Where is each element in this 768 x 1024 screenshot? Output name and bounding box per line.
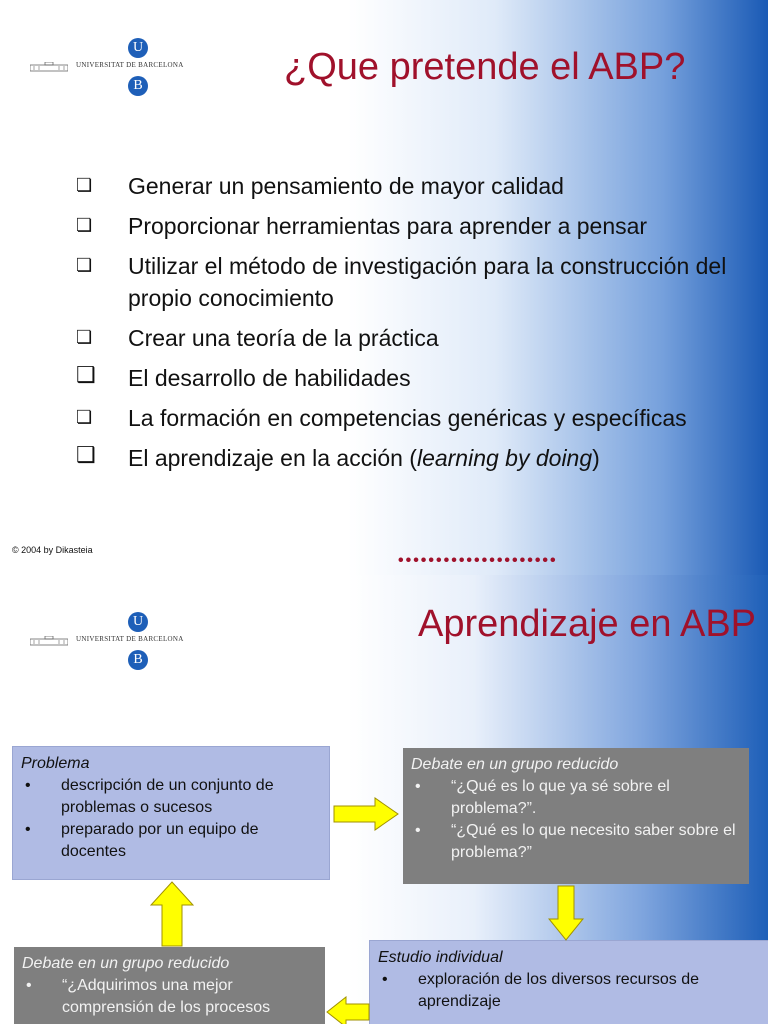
list-item: • “¿Adquirimos una mejor comprensión de los procesos [22,975,317,1019]
university-logo [30,612,210,672]
building-icon [30,636,68,646]
box-title: Debate en un grupo reducido [22,955,230,972]
list-item: ❏ Crear una teoría de la práctica [76,325,439,351]
debate-box-2 [14,947,325,1024]
university-logo [30,38,210,98]
objectives-list [76,170,756,482]
list-item: ❏ La formación en competencias genéricas y específicas [76,405,687,431]
problema-box [12,746,330,880]
list-item: • “¿Qué es lo que ya sé sobre el problema?”. [411,776,741,820]
arrow-left-icon [326,996,370,1024]
learning-by-doing: learning by doing [416,445,593,471]
arrow-right-icon [333,797,399,831]
checkbox-icon: ❑ [76,362,96,387]
box-title: Debate en un grupo reducido [411,756,619,773]
list-item: ❏ Generar un pensamiento de mayor calidad [76,173,564,199]
logo-b-badge: B [128,76,148,96]
list-item: ❏ Proporcionar herramientas para aprender a pensar [76,213,648,239]
building-icon [30,62,68,72]
slide-2 [0,575,768,1024]
list-item: • “¿Qué es lo que necesito saber sobre el problema?” [411,820,741,864]
checkbox-icon: ❏ [76,407,93,427]
checkbox-icon: ❑ [76,442,96,467]
debate-box-1 [403,748,749,884]
university-name: UNIVERSITAT DE BARCELONA [76,61,184,69]
box-title: Estudio individual [378,949,503,966]
checkbox-icon: ❏ [76,327,93,347]
checkbox-icon: ❏ [76,255,93,275]
list-item: • preparado por un equipo de docentes [21,819,321,863]
logo-u-badge: U [128,612,148,632]
box-title: Problema [21,755,90,772]
checkbox-icon: ❏ [76,215,93,235]
checkbox-icon: ❏ [76,175,93,195]
arrow-up-icon [150,881,194,947]
slide-title: Aprendizaje en ABP [418,603,757,645]
arrow-down-icon [548,885,584,941]
list-item: ❑ El desarrollo de habilidades [76,362,411,391]
estudio-box [369,940,768,1024]
logo-b-badge: B [128,650,148,670]
list-item: • exploración de los diversos recursos de aprendizaje [378,969,760,1013]
university-name: UNIVERSITAT DE BARCELONA [76,635,184,643]
list-item: ❏ Utilizar el método de investigación para la construcción del propio conocimiento [76,253,727,311]
list-item: • descripción de un conjunto de problemas o sucesos [21,775,321,819]
copyright-note: © 2004 by Dikasteia [12,545,93,555]
slide-title: ¿Que pretende el ABP? [284,46,686,88]
list-item: ❑ El aprendizaje en la acción (learning by doing) [76,442,600,471]
slide-separator: ••••••••••••••••••••• [398,552,558,569]
logo-u-badge: U [128,38,148,58]
